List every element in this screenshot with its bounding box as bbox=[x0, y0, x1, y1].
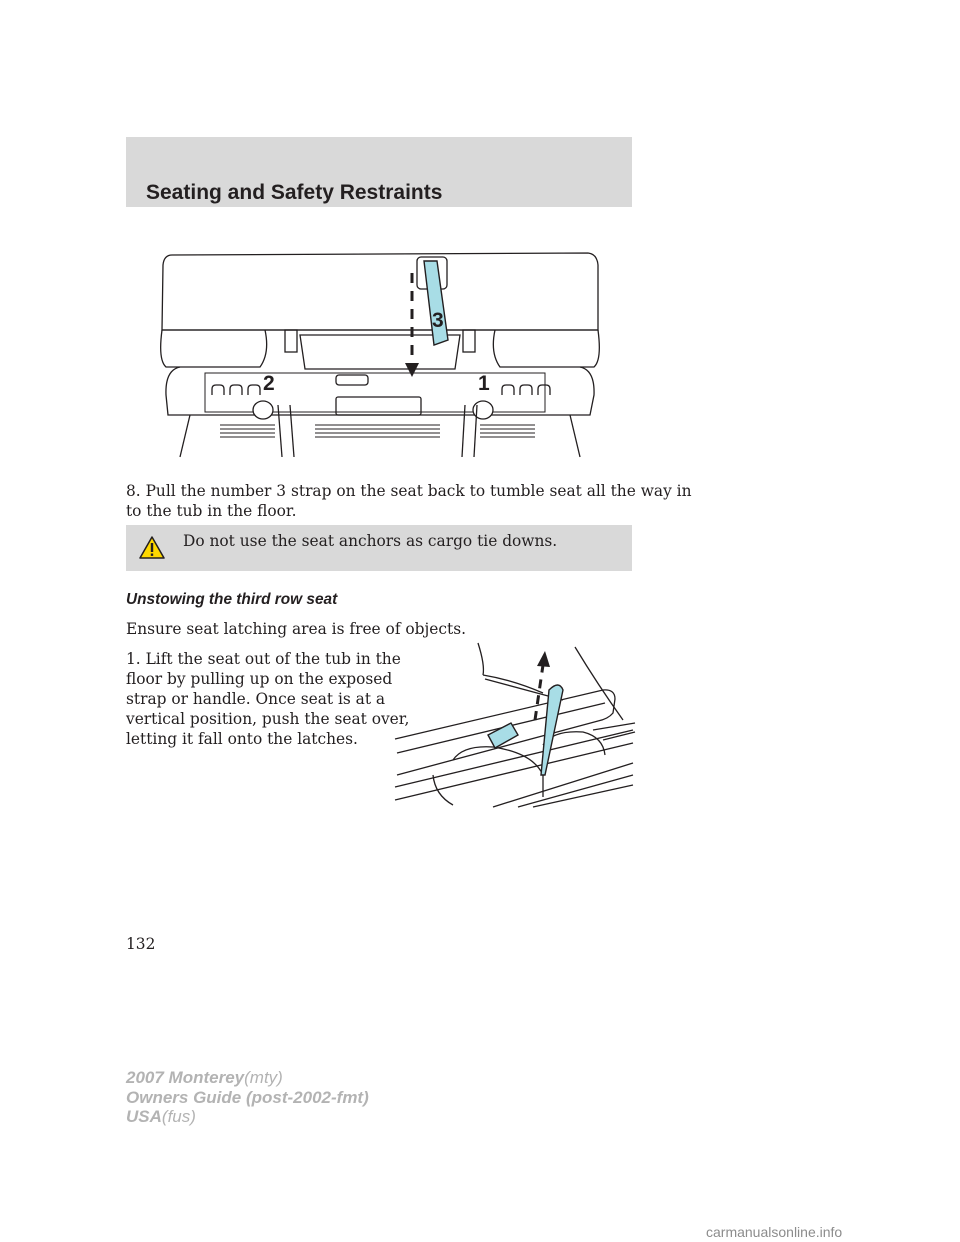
step-1-line: letting it fall onto the latches. bbox=[126, 730, 358, 748]
callout-3: 3 bbox=[432, 309, 444, 332]
step-1-line: vertical position, push the seat over, bbox=[126, 710, 410, 728]
warning-box bbox=[126, 525, 632, 571]
subsection-heading: Unstowing the third row seat bbox=[126, 591, 338, 608]
section-header-band bbox=[126, 137, 632, 207]
watermark: carmanualsonline.info bbox=[706, 1224, 843, 1240]
seat-lift-illustration bbox=[393, 635, 638, 810]
step-8-line-2: to the tub in the floor. bbox=[126, 502, 297, 520]
footer-model: 2007 Monterey bbox=[126, 1068, 245, 1087]
section-title: Seating and Safety Restraints bbox=[146, 181, 443, 204]
footer-region: USA bbox=[126, 1107, 162, 1126]
warning-triangle-icon bbox=[139, 536, 165, 563]
page-number: 132 bbox=[126, 935, 156, 953]
intro-text: Ensure seat latching area is free of objects. bbox=[126, 620, 466, 638]
step-8-line-1: 8. Pull the number 3 strap on the seat back to tumble seat all the way in bbox=[126, 482, 692, 500]
footer-guide: Owners Guide (post-2002-fmt) bbox=[126, 1087, 369, 1107]
warning-text: Do not use the seat anchors as cargo tie downs. bbox=[183, 532, 558, 550]
callout-1: 1 bbox=[478, 372, 490, 395]
footer-region-code: (fus) bbox=[161, 1107, 196, 1126]
callout-2: 2 bbox=[263, 372, 275, 395]
step-1-line: floor by pulling up on the exposed bbox=[126, 670, 393, 688]
step-1-line: strap or handle. Once seat is at a bbox=[126, 690, 386, 708]
step-1-line: 1. Lift the seat out of the tub in the bbox=[126, 650, 401, 668]
seat-rear-illustration bbox=[150, 245, 610, 460]
document-footer bbox=[126, 1068, 369, 1127]
footer-model-code: (mty) bbox=[244, 1068, 283, 1087]
